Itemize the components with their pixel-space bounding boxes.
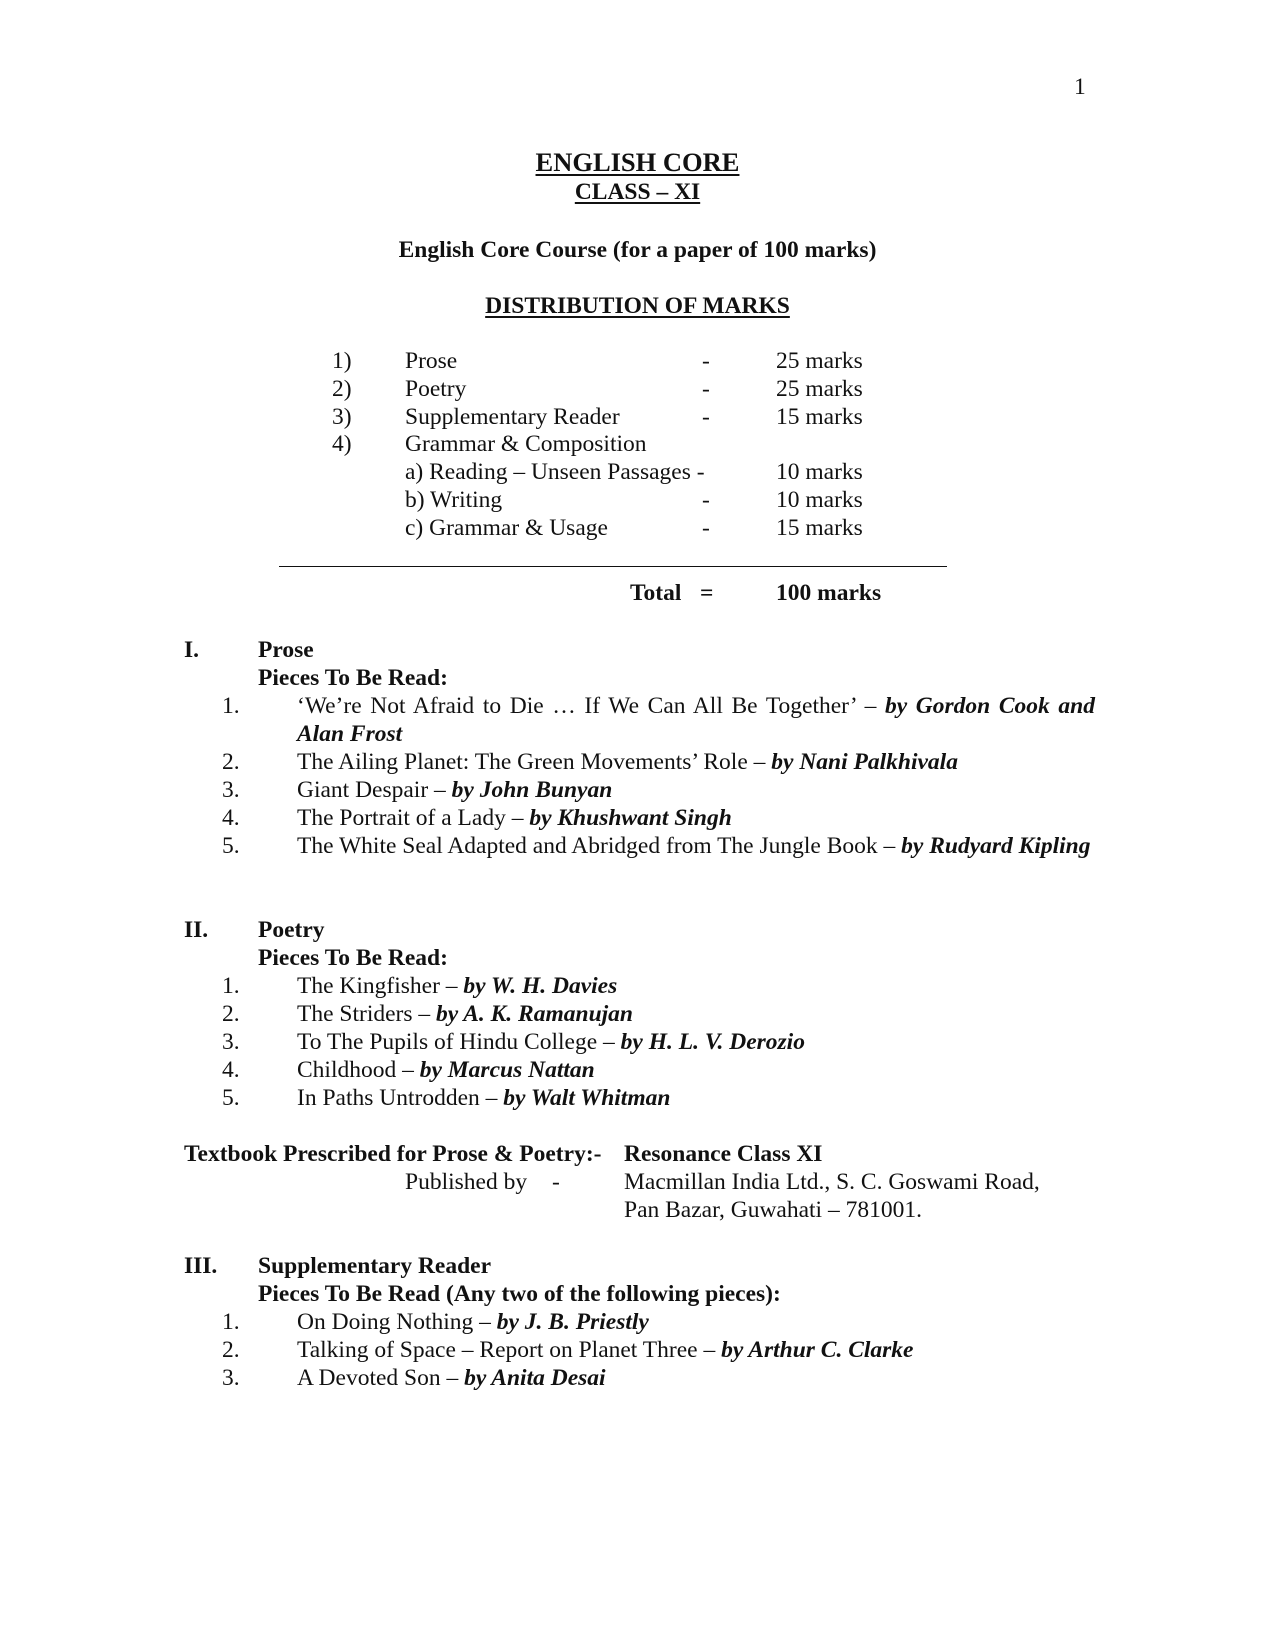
item-text	[297, 1000, 1095, 1028]
row-dash: -	[702, 376, 710, 402]
textbook-name: Resonance Class XI	[624, 1141, 823, 1167]
row-number: 3)	[332, 404, 352, 430]
item-author: by A. K. Ramanujan	[436, 1001, 633, 1027]
item-title: ‘We’re Not Afraid to Die … If We Can All Be Together’ –	[297, 693, 885, 719]
row-label: a) Reading – Unseen Passages -	[405, 459, 705, 485]
row-label: b) Writing	[405, 487, 503, 513]
distribution-heading: DISTRIBUTION OF MARKS	[485, 293, 790, 319]
item-text	[297, 832, 1095, 860]
item-title: To The Pupils of Hindu College –	[297, 1029, 621, 1055]
row-dash: -	[702, 515, 710, 541]
total-value: 100 marks	[776, 580, 882, 606]
item-number: 1.	[222, 973, 240, 999]
item-number: 4.	[222, 805, 240, 831]
section-heading: Poetry	[258, 917, 325, 943]
item-author: by John Bunyan	[451, 777, 613, 803]
item-number: 2.	[222, 1001, 240, 1027]
row-dash: -	[702, 348, 710, 374]
item-author: by W. H. Davies	[463, 973, 618, 999]
item-title: The Kingfisher –	[297, 973, 464, 999]
item-title: A Devoted Son –	[297, 1365, 465, 1391]
row-label: Grammar & Composition	[405, 431, 647, 457]
item-text	[297, 1056, 1095, 1084]
item-number: 1.	[222, 693, 240, 719]
item-title: In Paths Untrodden –	[297, 1085, 504, 1111]
item-text	[297, 776, 1095, 804]
row-marks: 10 marks	[776, 459, 863, 485]
item-number: 1.	[222, 1309, 240, 1335]
page-title: ENGLISH CORE	[535, 147, 740, 177]
item-author: by Gordon Cook and Alan Frost	[297, 693, 1095, 747]
item-text	[297, 804, 1095, 832]
section-numeral: I.	[184, 637, 200, 663]
page-number: 1	[1074, 74, 1086, 100]
row-marks: 15 marks	[776, 404, 863, 430]
item-text	[297, 748, 1095, 776]
row-label: Poetry	[405, 376, 467, 402]
section-heading: Supplementary Reader	[258, 1253, 492, 1279]
publisher-address-line: Pan Bazar, Guwahati – 781001.	[624, 1197, 922, 1223]
item-author: by Marcus Nattan	[419, 1057, 595, 1083]
total-divider	[279, 566, 947, 567]
item-author: by H. L. V. Derozio	[620, 1029, 805, 1055]
item-text	[297, 1364, 1095, 1392]
item-author: by Khushwant Singh	[529, 805, 732, 831]
item-number: 2.	[222, 749, 240, 775]
item-number: 5.	[222, 1085, 240, 1111]
row-marks: 10 marks	[776, 487, 863, 513]
item-text	[297, 1336, 1095, 1364]
row-dash: -	[702, 404, 710, 430]
row-marks: 25 marks	[776, 376, 863, 402]
row-number: 4)	[332, 431, 352, 457]
published-dash: -	[552, 1169, 560, 1195]
row-dash: -	[702, 487, 710, 513]
item-title: The Striders –	[297, 1001, 437, 1027]
section-numeral: II.	[184, 917, 209, 943]
page-subtitle: CLASS – XI	[574, 179, 701, 205]
total-label: Total	[630, 580, 682, 606]
course-line: English Core Course (for a paper of 100 marks)	[398, 237, 877, 263]
row-number: 1)	[332, 348, 352, 374]
section-subheading: Pieces To Be Read (Any two of the following pieces):	[258, 1281, 781, 1307]
item-author: by J. B. Priestly	[496, 1309, 649, 1335]
item-title: Talking of Space – Report on Planet Three –	[297, 1337, 722, 1363]
item-author: by Arthur C. Clarke	[721, 1337, 914, 1363]
item-author: by Walt Whitman	[503, 1085, 671, 1111]
item-title: Childhood –	[297, 1057, 420, 1083]
row-label: c) Grammar & Usage	[405, 515, 608, 541]
item-author: by Anita Desai	[464, 1365, 606, 1391]
item-title: On Doing Nothing –	[297, 1309, 497, 1335]
section-subheading: Pieces To Be Read:	[258, 945, 448, 971]
row-marks: 25 marks	[776, 348, 863, 374]
item-number: 3.	[222, 777, 240, 803]
item-number: 5.	[222, 833, 240, 859]
item-text	[297, 1308, 1095, 1336]
item-author: by Rudyard Kipling	[901, 833, 1091, 859]
total-equals: =	[700, 580, 714, 606]
row-marks: 15 marks	[776, 515, 863, 541]
section-heading: Prose	[258, 637, 314, 663]
item-number: 2.	[222, 1337, 240, 1363]
item-author: by Nani Palkhivala	[771, 749, 958, 775]
publisher-address-line: Macmillan India Ltd., S. C. Goswami Road,	[624, 1169, 1040, 1195]
item-number: 4.	[222, 1057, 240, 1083]
item-text	[297, 972, 1095, 1000]
row-label: Prose	[405, 348, 458, 374]
item-number: 3.	[222, 1365, 240, 1391]
section-subheading: Pieces To Be Read:	[258, 665, 448, 691]
textbook-label: Textbook Prescribed for Prose & Poetry:-	[184, 1141, 602, 1167]
section-numeral: III.	[184, 1253, 218, 1279]
row-label: Supplementary Reader	[405, 404, 620, 430]
item-title: The Portrait of a Lady –	[297, 805, 530, 831]
item-text	[297, 1084, 1095, 1112]
item-number: 3.	[222, 1029, 240, 1055]
item-text	[297, 1028, 1095, 1056]
published-label: Published by	[405, 1169, 528, 1195]
item-text	[297, 692, 1095, 748]
item-title: The Ailing Planet: The Green Movements’ Role –	[297, 749, 772, 775]
row-number: 2)	[332, 376, 352, 402]
item-title: The White Seal Adapted and Abridged from The Jungle Book –	[297, 833, 902, 859]
item-title: Giant Despair –	[297, 777, 452, 803]
